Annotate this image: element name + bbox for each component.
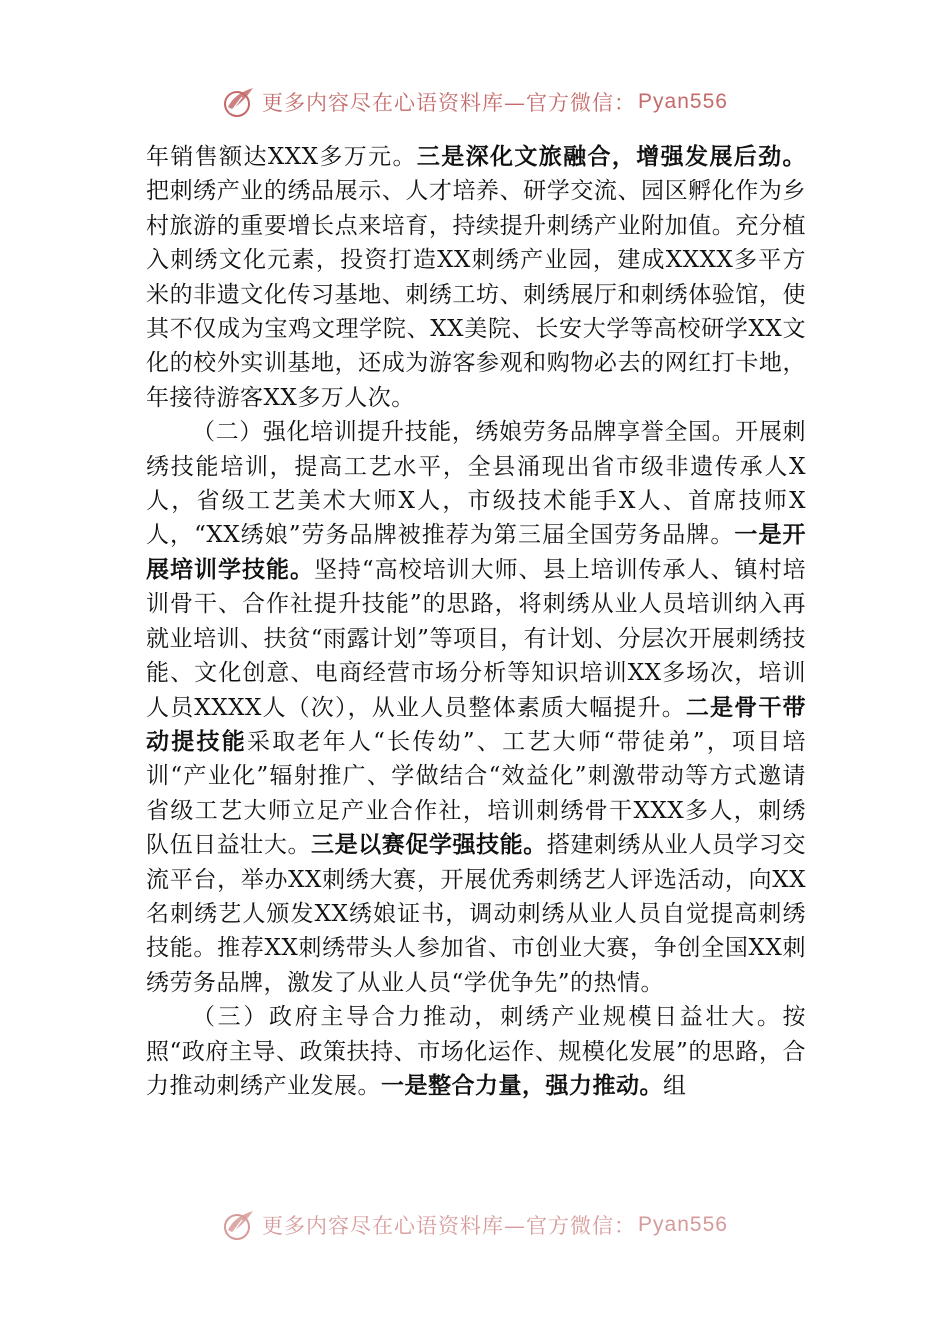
text-run: （二）强化培训提升技能，绣娘劳务品牌享誉全国。开展刺绣技能培训，提高工艺水平，全县涌现出省市级非遗传承人X人，省级工艺美术大师X人，市级技术能手X人、首席技师X人，“XX绣娘”劳务品牌被推荐为第三届全国劳务品牌。 xyxy=(146,419,806,549)
bold-text-run: 一是开展培训学技能。 xyxy=(146,522,807,583)
paragraph xyxy=(146,140,806,415)
bold-text-run: 一是整合力量，强力推动。 xyxy=(381,1072,663,1099)
bold-text-run: 二是骨干带动提技能 xyxy=(146,694,806,755)
watermark-text: 更多内容尽在心语资料库—官方微信： xyxy=(262,1214,637,1238)
watermark-text: 更多内容尽在心语资料库—官方微信： xyxy=(262,91,637,115)
text-run: 坚持“高校培训大师、县上培训传承人、镇村培训骨干、合作社提升技能”的思路，将刺绣从业人员培训纳入再就业培训、扶贫“雨露计划”等项目，有计划、分层次开展刺绣技能、文化创意、电商经营市场分析等知识培训XX多场次，培训人员XXXX人（次），从业人员整体素质大幅提升。 xyxy=(146,556,806,721)
feather-pen-logo-icon xyxy=(222,1208,256,1242)
watermark-wechat: Pyan556 xyxy=(638,90,728,113)
document-body xyxy=(146,140,806,1103)
text-run: （三）政府主导合力推动，刺绣产业规模日益壮大。按照“政府主导、政策扶持、市场化运作、规模化发展”的思路，合力推动刺绣产业发展。 xyxy=(146,1004,806,1099)
feather-pen-logo-icon xyxy=(222,85,256,119)
watermark-wechat: Pyan556 xyxy=(638,1213,728,1236)
text-run: 组 xyxy=(663,1072,687,1099)
text-run: 年销售额达XXX多万元。 xyxy=(146,144,417,170)
text-run: 搭建刺绣从业人员学习交流平台，举办XX刺绣大赛，开展优秀刺绣艺人评选活动，向XX名刺绣艺人颁发XX绣娘证书，调动刺绣从业人员自觉提高刺绣技能。推荐XX刺绣带头人参加省、市创业大赛，争创全国XX刺绣劳务品牌，激发了从业人员“学优争先”的热情。 xyxy=(146,832,807,996)
text-run: 采取老年人“长传幼”、工艺大师“带徒弟”，项目培训“产业化”辐射推广、学做结合“效益化”刺激带动等方式邀请省级工艺大师立足产业合作社，培训刺绣骨干XXX多人，刺绣队伍日益壮大。 xyxy=(146,728,806,859)
bold-text-run: 三是深化文旅融合，增强发展后劲。 xyxy=(416,144,806,170)
text-run: 把刺绣产业的绣品展示、人才培养、研学交流、园区孵化作为乡村旅游的重要增长点来培育，持续提升刺绣产业附加值。充分植入刺绣文化元素，投资打造XX刺绣产业园，建成XXXX多平方米的非遗文化传习基地、刺绣工坊、刺绣展厅和刺绣体验馆，使其不仅成为宝鸡文理学院、XX美院、长安大学等高校研学XX文化的校外实训基地，还成为游客参观和购物必去的网红打卡地，年接待游客XX多万人次。 xyxy=(146,178,806,411)
bold-text-run: 三是以赛促学强技能。 xyxy=(311,832,547,859)
watermark-footer xyxy=(0,1207,950,1243)
paragraph xyxy=(146,1000,806,1103)
paragraph xyxy=(146,415,806,1000)
watermark-header xyxy=(0,84,950,120)
